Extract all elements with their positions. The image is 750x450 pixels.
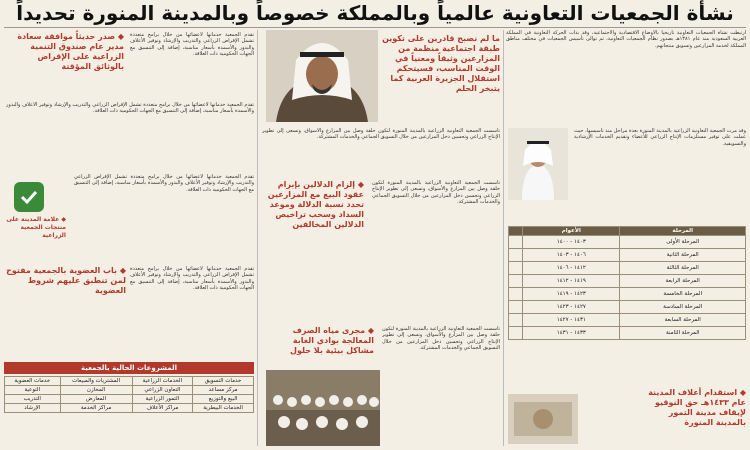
stage-cell: المرحلة الأولى: [620, 236, 746, 249]
right-bottom-photo: [508, 394, 578, 444]
years-cell: ١٤١٢ - ١٤٠٦: [523, 262, 620, 275]
years-cell: ١٤٣١ - ١٤٢٧: [523, 314, 620, 327]
center-left-pullquote: ◆ إلزام الدلالين بإبرام عقود البيع مع المزارعين تحدد نسبة الدلالة وموعد السداد وسحب تراخيص الدلالين المخالفين: [264, 180, 364, 230]
center-mid-text: تأسست الجمعية التعاونية الزراعية بالمدينة المنورة لتكون حلقة وصل بين المزارع والأسواق، وتسعى إلى تطوير الإنتاج الزراعي وتحسين دخل المزارعين من خلال التسويق الجماعي والخدمات المشتركة.: [372, 180, 500, 205]
stage-cell: المرحلة الرابعة: [620, 275, 746, 288]
left-low-pullquote: ◆ باب العضوية بالجمعية مفتوح لمن تنطبق عليهم شروط العضوية: [6, 266, 126, 296]
project-cell: التوعية: [5, 386, 61, 395]
stage-cell: المرحلة السابعة: [620, 314, 746, 327]
table-row: [509, 275, 746, 288]
notes-cell: [509, 301, 523, 314]
project-cell: الإرشاد: [5, 404, 61, 413]
stage-cell: المرحلة السادسة: [620, 301, 746, 314]
table-row: [509, 314, 746, 327]
center-column: [260, 30, 500, 446]
right-column: [506, 30, 746, 446]
table-row: [509, 288, 746, 301]
project-cell: الخدمات الزراعية: [132, 377, 193, 386]
left-middle-pullquote: ◆ علامة المدينة على منتجات الجمعية الزراعية: [6, 216, 66, 240]
project-cell: مركز مساعد: [193, 386, 254, 395]
left-top-text: تقدم الجمعية خدماتها لأعضائها من خلال برامج متعددة تشمل الإقراض الزراعي والتدريب والإرشاد وتوفير الأعلاف والبذور والأسمدة بأسعار مناسبة، إضافة إلى التنسيق مع الجهات الحكومية ذات العلاقة.: [130, 32, 254, 57]
notes-cell: [509, 314, 523, 327]
project-cell: المعارض: [60, 395, 132, 404]
center-text: تأسست الجمعية التعاونية الزراعية بالمدينة المنورة لتكون حلقة وصل بين المزارع والأسواق، وتسعى إلى تطوير الإنتاج الزراعي وتحسين دخل المزارعين من خلال التسويق الجماعي والخدمات المشتركة.: [262, 128, 500, 141]
stages-header-notes: [509, 227, 523, 236]
meeting-photo: [266, 370, 380, 446]
left-low-text: تقدم الجمعية خدماتها لأعضائها من خلال برامج متعددة تشمل الإقراض الزراعي والتدريب والإرشاد وتوفير الأعلاف والبذور والأسمدة بأسعار مناسبة، إضافة إلى التنسيق مع الجهات الحكومية ذات العلاقة.: [130, 266, 254, 291]
table-row: [509, 262, 746, 275]
page-headline: نشأة الجمعيات التعاونية عالمياً وبالمملكة خصوصاً وبالمدينة المنورة تحديداً: [16, 1, 734, 25]
column-divider: [257, 30, 258, 446]
notes-cell: [509, 327, 523, 340]
projects-table-title: المشروعات الحالية بالجمعية: [4, 362, 254, 374]
years-cell: ١٤٣٣ - ١٤٣١: [523, 327, 620, 340]
project-cell: التدريب: [5, 395, 61, 404]
table-row: [509, 249, 746, 262]
stage-cell: المرحلة الخامسة: [620, 288, 746, 301]
left-middle-text: تقدم الجمعية خدماتها لأعضائها من خلال برامج متعددة تشمل الإقراض الزراعي والتدريب والإرشاد وتوفير الأعلاف والبذور والأسمدة بأسعار مناسبة، إضافة إلى التنسيق مع الجهات الحكومية ذات العلاقة.: [6, 102, 254, 115]
notes-cell: [509, 236, 523, 249]
stage-cell: المرحلة الثالثة: [620, 262, 746, 275]
stage-cell: المرحلة الثانية: [620, 249, 746, 262]
center-bottom-text: تأسست الجمعية التعاونية الزراعية بالمدينة المنورة لتكون حلقة وصل بين المزارع والأسواق، وتسعى إلى تطوير الإنتاج الزراعي وتحسين دخل المزارعين من خلال التسويق الجماعي والخدمات المشتركة.: [382, 326, 500, 351]
city-brand-logo: [14, 182, 44, 212]
project-cell: مراكز الخدمة: [60, 404, 132, 413]
right-bottom-pullquote: ◆ استقدام أعلاف المدينة عام ١٤٣٣هـ حق النوقيو لإيقاف مدينة التمور بالمدينة المنورة: [636, 388, 746, 428]
years-cell: ١٤٢٣ - ١٤١٩: [523, 288, 620, 301]
project-cell: التمور الزراعية: [132, 395, 193, 404]
stage-cell: المرحلة الثامنة: [620, 327, 746, 340]
official-portrait: [508, 128, 568, 200]
table-row: [5, 395, 254, 404]
project-cell: التعاون الزراعي: [132, 386, 193, 395]
project-cell: خدمات التسويق: [193, 377, 254, 386]
stages-header-years: الأعوام: [523, 227, 620, 236]
king-portrait: [266, 30, 378, 122]
column-divider: [503, 30, 504, 446]
table-row: [5, 377, 254, 386]
table-row: [5, 404, 254, 413]
table-row: [509, 236, 746, 249]
project-cell: مراكز الأعلاف: [132, 404, 193, 413]
notes-cell: [509, 275, 523, 288]
left-middle2-text: تقدم الجمعية خدماتها لأعضائها من خلال برامج متعددة تشمل الإقراض الزراعي والتدريب والإرشاد وتوفير الأعلاف والبذور والأسمدة بأسعار مناسبة، إضافة إلى التنسيق مع الجهات الحكومية ذات العلاقة.: [74, 174, 254, 193]
project-cell: المشتريات والمبيعات: [60, 377, 132, 386]
years-cell: ١٤٠٦ - ١٤٠٣: [523, 249, 620, 262]
center-bottom-pullquote: ◆ مجرى مياه الصرف المعالجة بوادي الغابة مشاكل بيئية بلا حلول: [264, 326, 374, 356]
table-row: [509, 327, 746, 340]
left-top-pullquote: ◆ صدر حديثاً موافقة سعادة مدير عام صندوق التنمية الزراعية على الإقراض بالوثائق المؤقتة: [6, 32, 124, 72]
stages-table: [508, 226, 746, 340]
years-cell: ١٤٠٣ - ١٤٠٠: [523, 236, 620, 249]
headline-rule: [4, 27, 746, 28]
table-row: [509, 301, 746, 314]
left-column: [4, 30, 254, 446]
project-cell: خدمات العضوية: [5, 377, 61, 386]
right-top-text: ارتبطت نشأة الجمعيات التعاونية تاريخياً بالأوضاع الاقتصادية والاجتماعية، وقد بدأت الحركة التعاونية في المملكة العربية السعودية منذ عام ١٣٨١هـ بصدور نظام الجمعيات التعاونية، ثم توالى تأسيس الجمعيات في مختلف مناطق المملكة لخدمة المزارعين وتسويق منتجاتهم.: [506, 30, 746, 49]
notes-cell: [509, 249, 523, 262]
projects-table: [4, 376, 254, 413]
stages-header-stage: المرحلة: [620, 227, 746, 236]
right-middle-text: وقد مرت الجمعية التعاونية الزراعية بالمدينة المنورة بعدة مراحل منذ تأسيسها، حيث عملت على توفير مستلزمات الإنتاج الزراعي للأعضاء وتقديم الخدمات الإرشادية والتسويقية.: [574, 128, 746, 147]
project-cell: البيع والتوزيع: [193, 395, 254, 404]
stages-header-row: [509, 227, 746, 236]
notes-cell: [509, 262, 523, 275]
project-cell: الخدمات البيطرية: [193, 404, 254, 413]
project-cell: المخازن: [60, 386, 132, 395]
years-cell: ١٤١٩ - ١٤١٢: [523, 275, 620, 288]
years-cell: ١٤٢٧ - ١٤٢٣: [523, 301, 620, 314]
center-pullquote: ما لم نصبح قادرين على تكوين طبقة اجتماعية منظمة من المزارعين وثيقاً ومعنياً في الوقت المناسب، فسيتحكم استقلال الجزيرة العربية كما يتبخر الحلم: [382, 34, 500, 93]
notes-cell: [509, 288, 523, 301]
table-row: [5, 386, 254, 395]
